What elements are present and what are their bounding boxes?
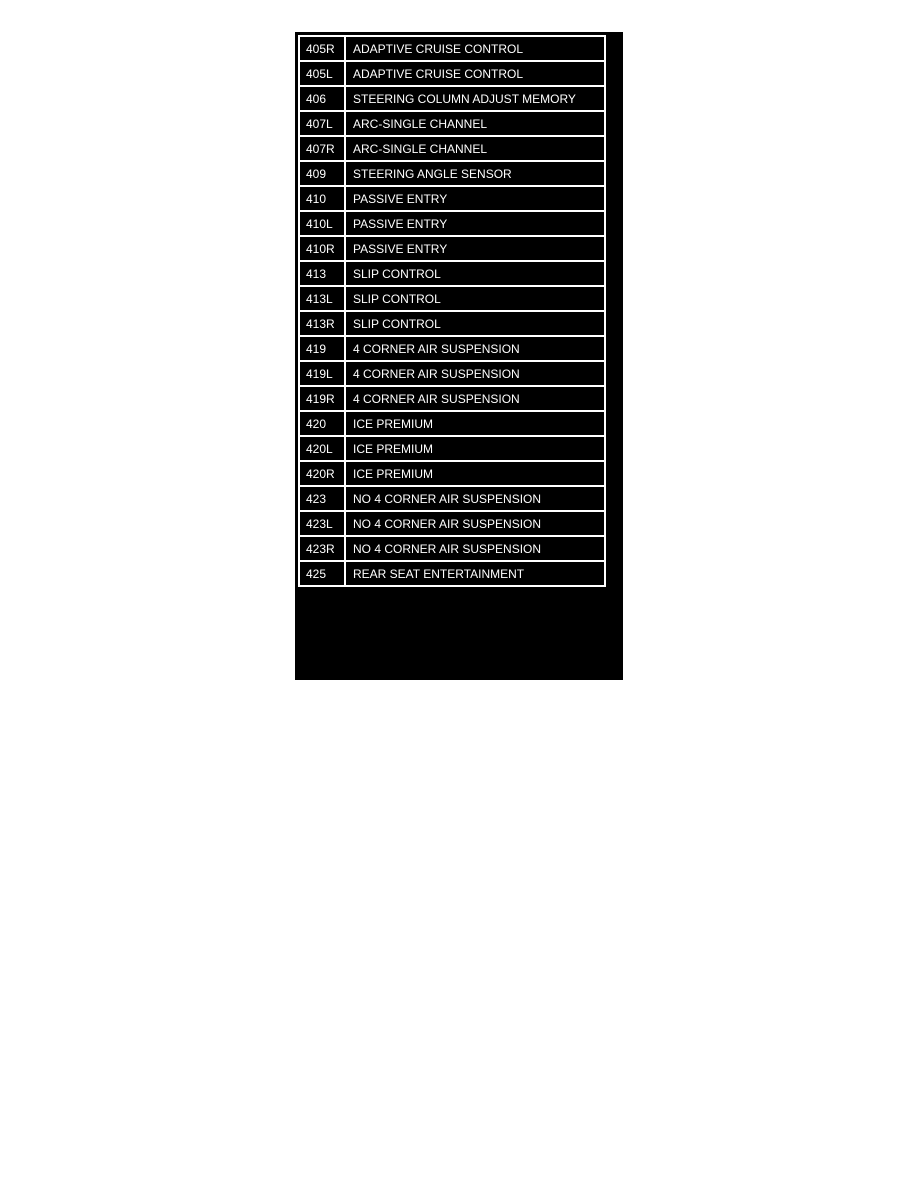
option-description-cell: NO 4 CORNER AIR SUSPENSION [345,486,605,511]
option-code-cell: 410R [299,236,345,261]
option-code-cell: 419R [299,386,345,411]
option-code-table-frame [295,32,623,680]
table-row [299,236,605,261]
table-row [299,511,605,536]
option-description-cell: PASSIVE ENTRY [345,211,605,236]
option-description-cell: PASSIVE ENTRY [345,236,605,261]
option-description-cell: NO 4 CORNER AIR SUSPENSION [345,536,605,561]
option-code-cell: 409 [299,161,345,186]
option-code-cell: 406 [299,86,345,111]
option-code-table-body [299,36,605,586]
option-description-cell: ADAPTIVE CRUISE CONTROL [345,61,605,86]
option-code-cell: 407R [299,136,345,161]
table-row [299,36,605,61]
option-code-cell: 405R [299,36,345,61]
option-code-cell: 420 [299,411,345,436]
table-row [299,211,605,236]
table-row [299,161,605,186]
table-row [299,361,605,386]
table-row [299,61,605,86]
option-description-cell: ADAPTIVE CRUISE CONTROL [345,36,605,61]
option-code-cell: 423 [299,486,345,511]
option-description-cell: SLIP CONTROL [345,261,605,286]
option-code-cell: 413L [299,286,345,311]
option-code-cell: 419 [299,336,345,361]
option-description-cell: STEERING ANGLE SENSOR [345,161,605,186]
option-code-cell: 425 [299,561,345,586]
option-description-cell: ARC-SINGLE CHANNEL [345,111,605,136]
option-description-cell: SLIP CONTROL [345,286,605,311]
option-code-cell: 419L [299,361,345,386]
option-description-cell: NO 4 CORNER AIR SUSPENSION [345,511,605,536]
option-code-cell: 413 [299,261,345,286]
option-description-cell: ICE PREMIUM [345,436,605,461]
table-row [299,486,605,511]
option-code-cell: 420R [299,461,345,486]
table-row [299,436,605,461]
table-row [299,561,605,586]
option-description-cell: STEERING COLUMN ADJUST MEMORY [345,86,605,111]
option-code-cell: 420L [299,436,345,461]
table-row [299,86,605,111]
table-row [299,411,605,436]
option-description-cell: SLIP CONTROL [345,311,605,336]
option-description-cell: 4 CORNER AIR SUSPENSION [345,361,605,386]
option-code-cell: 410 [299,186,345,211]
option-description-cell: PASSIVE ENTRY [345,186,605,211]
table-row [299,136,605,161]
option-description-cell: ICE PREMIUM [345,461,605,486]
option-description-cell: 4 CORNER AIR SUSPENSION [345,336,605,361]
option-code-cell: 423L [299,511,345,536]
option-code-cell: 413R [299,311,345,336]
option-description-cell: ARC-SINGLE CHANNEL [345,136,605,161]
option-code-cell: 423R [299,536,345,561]
option-code-cell: 410L [299,211,345,236]
option-code-table [298,35,606,587]
table-row [299,336,605,361]
table-row [299,311,605,336]
option-code-cell: 407L [299,111,345,136]
table-row [299,461,605,486]
table-row [299,186,605,211]
option-description-cell: ICE PREMIUM [345,411,605,436]
table-row [299,536,605,561]
option-code-cell: 405L [299,61,345,86]
table-row [299,286,605,311]
table-row [299,386,605,411]
table-row [299,261,605,286]
table-row [299,111,605,136]
option-description-cell: 4 CORNER AIR SUSPENSION [345,386,605,411]
option-description-cell: REAR SEAT ENTERTAINMENT [345,561,605,586]
